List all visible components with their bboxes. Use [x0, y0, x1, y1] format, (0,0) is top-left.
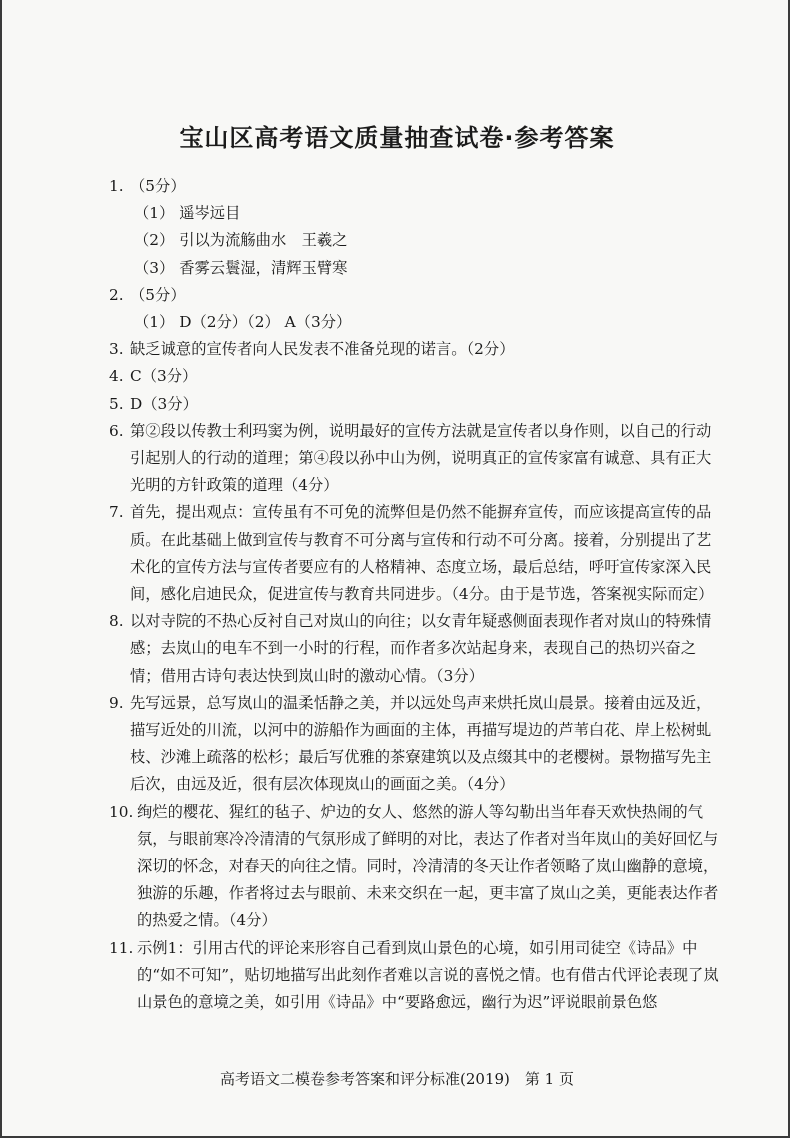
- sub-answer: （1） D（2分）（2） A（3分）: [134, 313, 352, 332]
- answer-text: C（3分）: [130, 367, 198, 386]
- answer-item-11: [2, 935, 790, 1017]
- answer-number: 10.: [109, 802, 134, 821]
- answer-item-10: [2, 799, 790, 935]
- answer-item-8: [2, 608, 790, 690]
- answer-item-2: [2, 282, 790, 309]
- answer-number: 11.: [109, 938, 134, 957]
- answer-item-4: [2, 363, 790, 390]
- sub-answer: （3） 香雾云鬟湿，清辉玉臂寒: [134, 258, 348, 277]
- sub-answer: （1） 遥岑远目: [134, 204, 241, 223]
- answer-number: 1.: [109, 177, 124, 195]
- answer-item-3: [2, 336, 790, 363]
- answer-item-6: [2, 418, 790, 500]
- answer-number: 6.: [109, 421, 124, 440]
- page-title: 宝山区高考语文质量抽查试卷·参考答案: [179, 124, 615, 152]
- answer-text: D（3分）: [130, 394, 198, 413]
- answer-text: 示例1：引用古代的评论来形容自己看到岚山景色的心境，如引用司徒空《诗品》中的“如不可知”，贴切地描写出此刻作者难以言说的喜悦之情。也有借古代评论表现了岚山景色的意境之美，如引用《诗品》中“要路愈远，幽行为迟”评说眼前景色悠: [137, 938, 719, 1012]
- answer-item-9: [2, 690, 790, 799]
- answer-item-7: [2, 499, 790, 608]
- page-footer: 高考语文二模卷参考答案和评分标准(2019) 第 1 页: [220, 1070, 574, 1088]
- answer-text: 第②段以传教士利玛窦为例，说明最好的宣传方法就是宣传者以身作则，以自己的行动引起别人的行动的道理；第④段以孙中山为例，说明真正的宣传家富有诚意、具有正大光明的方针政策的道理（4分）: [130, 421, 712, 495]
- answer-text: （5分）: [130, 285, 186, 304]
- answer-text: 以对寺院的不热心反衬自己对岚山的向往；以女青年疑惑侧面表现作者对岚山的特殊情感；去岚山的电车不到一小时的行程，而作者多次站起身来，表现自己的热切兴奋之情；借用古诗句表达快到岚山时的激动心情。（3分）: [130, 612, 712, 685]
- answer-number: 4.: [109, 367, 124, 386]
- answer-text: 缺乏诚意的宣传者向人民发表不准备兑现的诺言。（2分）: [130, 340, 515, 359]
- answer-text: 先写远景，总写岚山的温柔恬静之美，并以远处鸟声来烘托岚山晨景。接着由远及近，描写近处的川流，以河中的游船作为画面的主体，再描写堤边的芦苇白花、岸上松树虬枝、沙滩上疏落的松杉；最后写优雅的茶寮建筑以及点缀其中的老樱树。景物描写先主后次，由远及近，很有层次体现岚山的画面之美。（4分）: [130, 693, 712, 794]
- answer-number: 3.: [109, 340, 124, 359]
- answer-text: 绚烂的樱花、猩红的毡子、炉边的女人、悠然的游人等勾勒出当年春天欢快热闹的气氛，与眼前寒冷冷清清的气氛形成了鲜明的对比，表达了作者对当年岚山的美好回忆与深切的怀念，对春天的向往之情。同时，冷清清的冬天让作者领略了岚山幽静的意境，独游的乐趣，作者将过去与眼前、未来交织在一起，更丰富了岚山之美，更能表达作者的热爱之情。（4分）: [137, 802, 719, 930]
- answer-number: 2.: [109, 285, 124, 304]
- answer-list: [2, 173, 790, 1016]
- answer-item-5: [2, 391, 790, 418]
- answer-number: 8.: [109, 612, 124, 631]
- answer-text: （5分）: [130, 177, 186, 195]
- answer-item-1: [2, 173, 790, 200]
- sub-answer: （2） 引以为流觞曲水 王羲之: [134, 231, 348, 250]
- answer-number: 7.: [109, 503, 124, 522]
- answer-text: 首先，提出观点：宣传虽有不可免的流弊但是仍然不能摒弃宣传，而应该提高宣传的品质。在此基础上做到宣传与教育不可分离与宣传和行动不可分离。接着，分别提出了艺术化的宣传方法与宣传者要应有的人格精神、态度立场，最后总结，呼吁宣传家深入民间，感化启迪民众，促进宣传与教育共同进步。（4分。由于是节选，答案视实际而定）: [130, 503, 714, 604]
- answer-number: 9.: [109, 693, 124, 712]
- answer-number: 5.: [109, 394, 124, 413]
